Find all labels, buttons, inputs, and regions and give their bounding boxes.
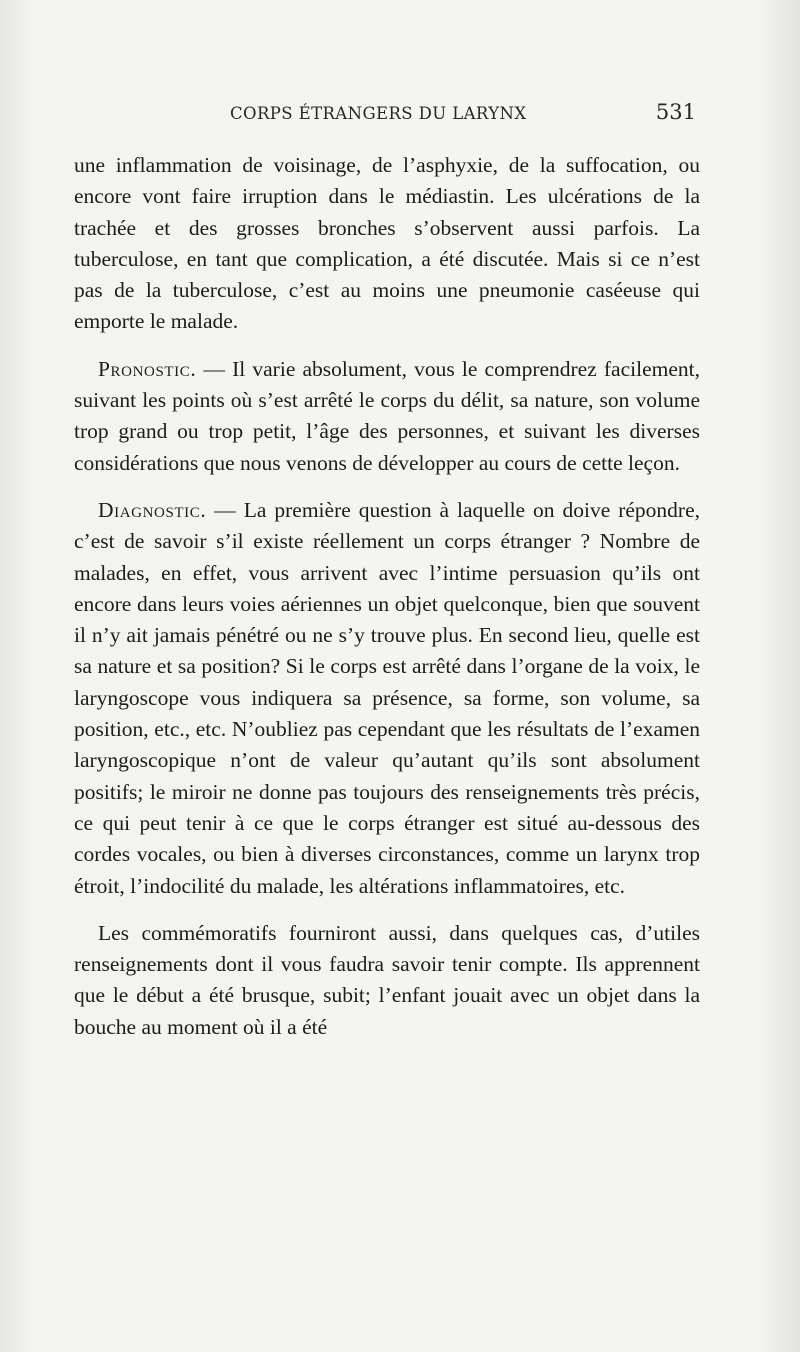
- running-title: CORPS ÉTRANGERS DU LARYNX: [230, 104, 527, 123]
- paragraph-text: Les commémoratifs fourniront aussi, dans quelques cas, d’utiles renseignements dont il vous faudra savoir tenir compte. Ils apprennent que le début a été brusque, subit; l’enfant jouait avec un objet dans la bouche au moment où il a été: [74, 920, 700, 1039]
- paragraph-text: une inflammation de voisinage, de l’asphyxie, de la suffocation, ou encore vont faire irruption dans le médiastin. Les ulcérations de la trachée et des grosses bronches s’observent aussi parfois. La tuberculose, en tant que complication, a été discutée. Mais si ce n’est pas de la tuberculose, c’est au moins une pneumonie caséeuse qui emporte le malade.: [74, 153, 700, 334]
- body-text: [74, 150, 700, 1043]
- paragraph-text: — Il varie absolument, vous le comprendrez facilement, suivant les points où s’est arrêté le corps du délit, sa nature, son volume trop grand ou trop petit, l’âge des personnes, et suivant les diverses considérations que nous venons de développer au cours de cette leçon.: [74, 356, 700, 475]
- paragraph-continuation: [74, 150, 700, 338]
- paragraph-text: — La première question à laquelle on doive répondre, c’est de savoir s’il existe réellement un corps étranger ? Nombre de malades, en effet, vous arrivent avec l’intime persuasion qu’ils ont encore dans leurs voies aériennes un objet quelconque, bien que souvent il n’y ait jamais pénétré ou ne s’y trouve plus. En second lieu, quelle est sa nature et sa position? Si le corps est arrêté dans l’organe de la voix, le laryngoscope vous indiquera sa présence, sa forme, son volume, sa position, etc., etc. N’oubliez pas cependant que les résultats de l’examen laryngoscopique n’ont de valeur qu’autant qu’ils sont absolument positifs; le miroir ne donne pas toujours des renseignements très précis, ce qui peut tenir à ce que le corps étranger est situé au-dessous des cordes vocales, ou bien à diverses circonstances, comme un larynx trop étroit, l’indocilité du malade, les altérations inflammatoires, etc.: [74, 497, 700, 898]
- paragraph-diagnostic: [74, 495, 700, 902]
- section-lead-pronostic: Pronostic.: [98, 356, 197, 381]
- section-lead-diagnostic: Diagnostic.: [98, 497, 207, 522]
- page-header: [74, 100, 700, 130]
- paragraph-commemoratifs: [74, 918, 700, 1043]
- paragraph-pronostic: [74, 354, 700, 479]
- page-number: 531: [655, 100, 696, 124]
